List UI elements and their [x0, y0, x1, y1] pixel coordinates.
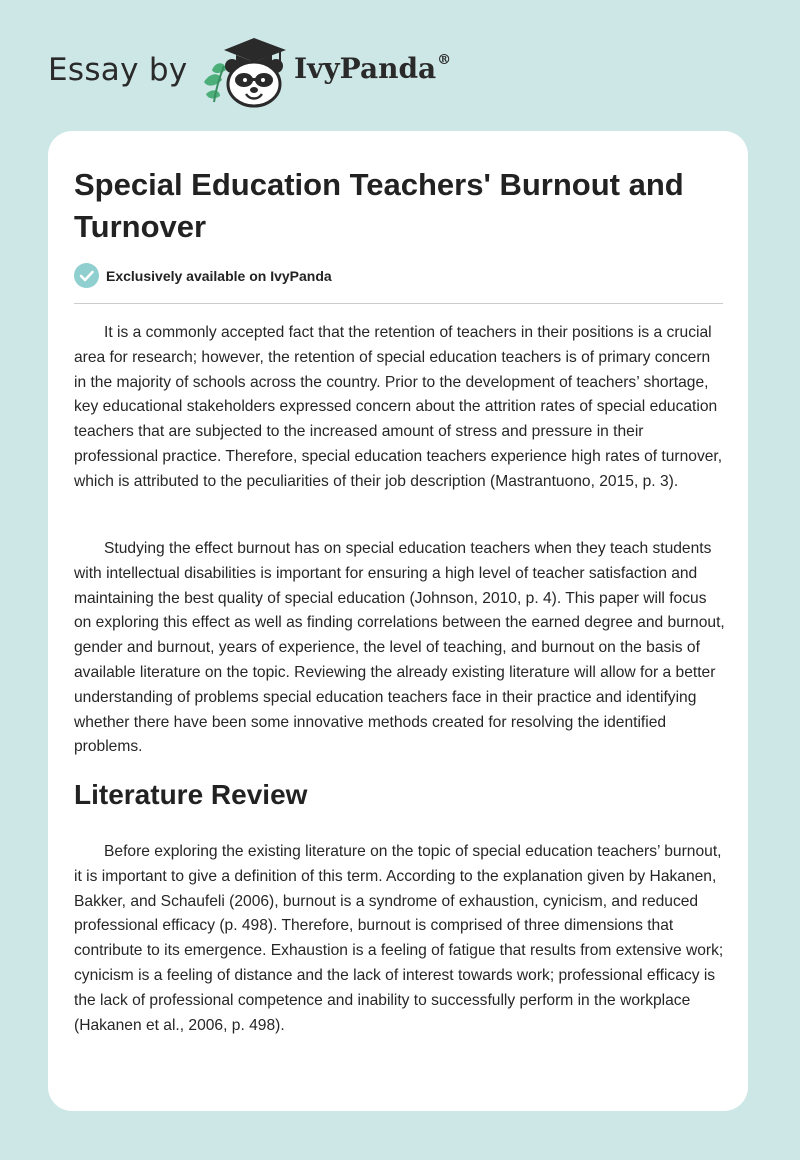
brand-name-text: IvyPanda: [294, 52, 437, 85]
section-paragraph-1: Before exploring the existing literature on the topic of special education teachers’ burnout, it is important to give a definition of this term. According to the explanation given by Hakanen, Bakker, and Schaufeli (2006), burnout is a syndrome of exhaustion, cynicism, and reduced professional efficacy (p. 498). Therefore, burnout is comprised of three dimensions that contribute to its emergence. Exhaustion is a feeling of fatigue that results from extensive work; cynicism is a feeling of distance and the lack of interest towards work; professional efficacy is the lack of professional competence and inability to successfully perform in the workplace (Hakanen et al., 2006, p. 498).: [74, 843, 724, 1034]
brand-name: [294, 52, 451, 85]
paragraph-2: Studying the effect burnout has on special education teachers when they teach students with intellectual disabilities is important for ensuring a high level of teacher satisfaction and maintaining the best quality of special education (Johnson, 2010, p. 4). This paper will focus on exploring this effect as well as finding correlations between the earned degree and burnout, gender and burnout, years of experience, the level of teaching, and burnout on the basis of available literature on the topic. Reviewing the already existing literature will allow for a better understanding of problems special education teachers face in their practice and identifying whether there have been some innovative methods created for resolving the identified problems.: [74, 540, 725, 756]
essay-card: [48, 131, 748, 1111]
check-circle-icon: [74, 263, 99, 288]
registered-mark: ®: [437, 52, 452, 68]
brand-header[interactable]: [48, 36, 508, 108]
paragraph-1: It is a commonly accepted fact that the retention of teachers in their positions is a crucial area for research; however, the retention of special education teachers is of primary concern in the majority of schools across the country. Prior to the development of teachers’ shortage, key educational stakeholders expressed concern about the attrition rates of special education teachers that are subjected to the increased amount of stress and pressure in their professional practice. Therefore, special education teachers experience high rates of turnover, which is attributed to the peculiarities of their job description (Mastrantuono, 2015, p. 3).: [74, 324, 723, 490]
exclusive-badge: [74, 263, 574, 289]
brand-prefix: Essay by: [48, 52, 188, 88]
exclusive-badge-text: Exclusively available on IvyPanda: [106, 268, 332, 284]
panda-graduate-logo-icon: [202, 36, 292, 108]
divider: [74, 303, 723, 304]
section-heading: Literature Review: [74, 779, 308, 810]
page-title: Special Education Teachers' Burnout and Turnover: [74, 167, 684, 244]
